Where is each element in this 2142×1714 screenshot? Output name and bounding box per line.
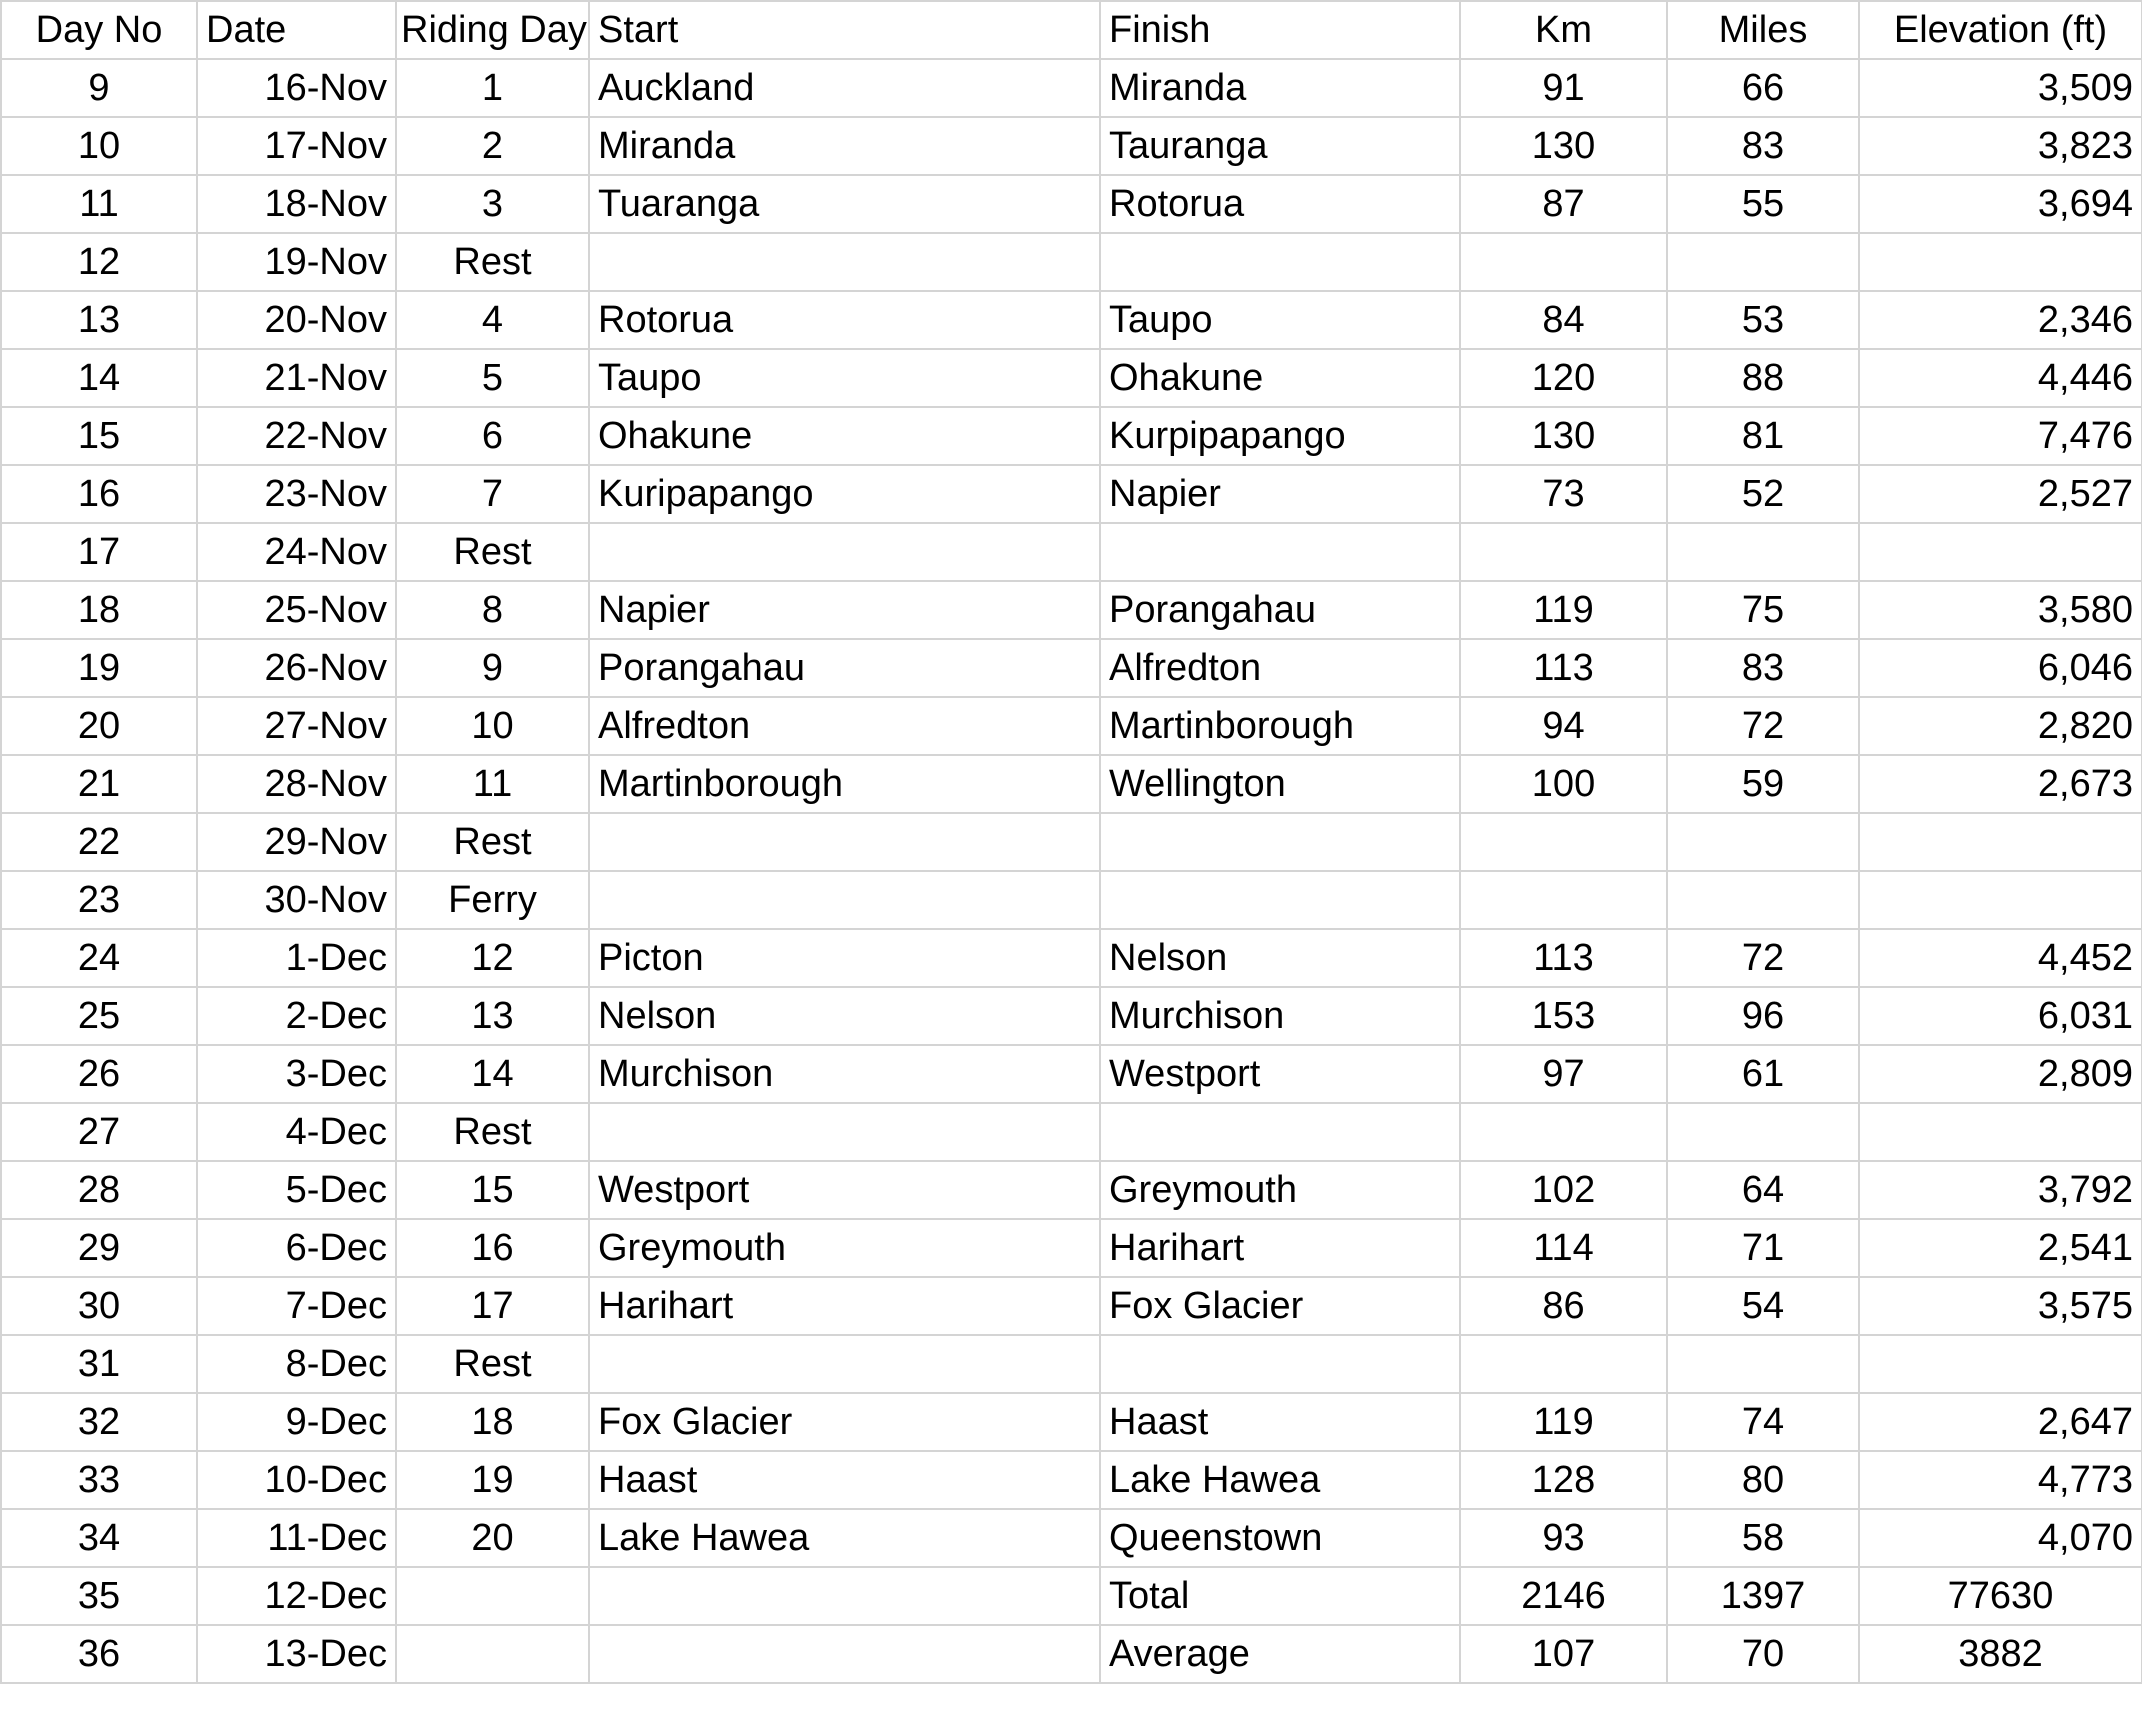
cell-km[interactable]: 120	[1460, 349, 1667, 407]
cell-date[interactable]: 28-Nov	[197, 755, 396, 813]
cell-elevation[interactable]: 2,820	[1859, 697, 2142, 755]
cell-date[interactable]: 20-Nov	[197, 291, 396, 349]
cell-riding-day[interactable]: Rest	[396, 523, 589, 581]
cell-elevation[interactable]: 2,647	[1859, 1393, 2142, 1451]
cell-riding-day[interactable]: 5	[396, 349, 589, 407]
cell-day-no[interactable]: 29	[1, 1219, 197, 1277]
cell-start[interactable]: Westport	[589, 1161, 1100, 1219]
cell-riding-day[interactable]: 2	[396, 117, 589, 175]
cell-riding-day[interactable]: 9	[396, 639, 589, 697]
cell-miles[interactable]: 72	[1667, 697, 1859, 755]
cell-elevation[interactable]: 3,823	[1859, 117, 2142, 175]
cell-finish[interactable]: Queenstown	[1100, 1509, 1460, 1567]
cell-km[interactable]: 153	[1460, 987, 1667, 1045]
cell-date[interactable]: 19-Nov	[197, 233, 396, 291]
table-row	[1, 1509, 2142, 1567]
header-riding-day[interactable]: Riding Day	[396, 1, 589, 59]
cell-elevation[interactable]: 2,541	[1859, 1219, 2142, 1277]
cell-miles[interactable]: 61	[1667, 1045, 1859, 1103]
table-row	[1, 1277, 2142, 1335]
cell-elevation[interactable]: 4,452	[1859, 929, 2142, 987]
table-row	[1, 1335, 2142, 1393]
cell-elevation[interactable]	[1859, 523, 2142, 581]
cell-elevation[interactable]	[1859, 1103, 2142, 1161]
cell-miles[interactable]: 71	[1667, 1219, 1859, 1277]
cell-date[interactable]: 8-Dec	[197, 1335, 396, 1393]
table-row	[1, 291, 2142, 349]
cell-km[interactable]: 87	[1460, 175, 1667, 233]
cell-miles[interactable]: 53	[1667, 291, 1859, 349]
cell-date[interactable]: 13-Dec	[197, 1625, 396, 1683]
cell-elevation[interactable]: 3882	[1859, 1625, 2142, 1683]
cell-elevation[interactable]	[1859, 871, 2142, 929]
cell-finish[interactable]: Haast	[1100, 1393, 1460, 1451]
cell-day-no[interactable]: 30	[1, 1277, 197, 1335]
cell-elevation[interactable]: 6,031	[1859, 987, 2142, 1045]
cell-date[interactable]: 7-Dec	[197, 1277, 396, 1335]
cell-start[interactable]: Auckland	[589, 59, 1100, 117]
cell-start[interactable]: Tuaranga	[589, 175, 1100, 233]
cell-start[interactable]: Taupo	[589, 349, 1100, 407]
cell-day-no[interactable]: 28	[1, 1161, 197, 1219]
cell-km[interactable]	[1460, 1103, 1667, 1161]
cell-elevation[interactable]: 2,346	[1859, 291, 2142, 349]
table-row	[1, 175, 2142, 233]
cell-km[interactable]: 2146	[1460, 1567, 1667, 1625]
cell-date[interactable]: 16-Nov	[197, 59, 396, 117]
cell-start[interactable]: Alfredton	[589, 697, 1100, 755]
cell-km[interactable]: 128	[1460, 1451, 1667, 1509]
cell-km[interactable]: 119	[1460, 581, 1667, 639]
cell-riding-day[interactable]: 19	[396, 1451, 589, 1509]
cell-riding-day[interactable]: 1	[396, 59, 589, 117]
cell-day-no[interactable]: 25	[1, 987, 197, 1045]
cell-miles[interactable]: 66	[1667, 59, 1859, 117]
cell-km[interactable]: 119	[1460, 1393, 1667, 1451]
cell-riding-day[interactable]: 3	[396, 175, 589, 233]
cell-riding-day[interactable]: Rest	[396, 1335, 589, 1393]
cell-miles[interactable]: 75	[1667, 581, 1859, 639]
cell-riding-day[interactable]: 4	[396, 291, 589, 349]
cell-start[interactable]	[589, 1567, 1100, 1625]
cell-miles[interactable]	[1667, 233, 1859, 291]
cell-finish[interactable]: Fox Glacier	[1100, 1277, 1460, 1335]
cell-date[interactable]: 18-Nov	[197, 175, 396, 233]
table-row	[1, 987, 2142, 1045]
cell-riding-day[interactable]: 18	[396, 1393, 589, 1451]
cell-date[interactable]: 30-Nov	[197, 871, 396, 929]
cell-riding-day[interactable]: 20	[396, 1509, 589, 1567]
cell-miles[interactable]: 70	[1667, 1625, 1859, 1683]
cell-day-no[interactable]: 36	[1, 1625, 197, 1683]
cell-day-no[interactable]: 20	[1, 697, 197, 755]
cell-miles[interactable]: 52	[1667, 465, 1859, 523]
cell-elevation[interactable]	[1859, 1335, 2142, 1393]
cell-riding-day[interactable]: 8	[396, 581, 589, 639]
cell-elevation[interactable]	[1859, 813, 2142, 871]
cell-miles[interactable]: 59	[1667, 755, 1859, 813]
cell-day-no[interactable]: 18	[1, 581, 197, 639]
cell-riding-day[interactable]: 13	[396, 987, 589, 1045]
cell-elevation[interactable]: 4,070	[1859, 1509, 2142, 1567]
cell-riding-day[interactable]	[396, 1625, 589, 1683]
cell-finish[interactable]: Greymouth	[1100, 1161, 1460, 1219]
cell-elevation[interactable]: 4,446	[1859, 349, 2142, 407]
cell-start[interactable]: Picton	[589, 929, 1100, 987]
cell-miles[interactable]: 80	[1667, 1451, 1859, 1509]
cell-date[interactable]: 21-Nov	[197, 349, 396, 407]
table-row	[1, 697, 2142, 755]
cell-km[interactable]	[1460, 233, 1667, 291]
cell-start[interactable]	[589, 523, 1100, 581]
cell-finish[interactable]: Miranda	[1100, 59, 1460, 117]
cell-start[interactable]: Greymouth	[589, 1219, 1100, 1277]
cell-day-no[interactable]: 10	[1, 117, 197, 175]
cell-day-no[interactable]: 26	[1, 1045, 197, 1103]
cell-km[interactable]	[1460, 1335, 1667, 1393]
cell-finish[interactable]: Nelson	[1100, 929, 1460, 987]
cell-finish[interactable]	[1100, 1103, 1460, 1161]
cell-elevation[interactable]: 77630	[1859, 1567, 2142, 1625]
cell-miles[interactable]: 1397	[1667, 1567, 1859, 1625]
cell-elevation[interactable]: 7,476	[1859, 407, 2142, 465]
cell-start[interactable]: Rotorua	[589, 291, 1100, 349]
cell-km[interactable]: 130	[1460, 117, 1667, 175]
cell-day-no[interactable]: 35	[1, 1567, 197, 1625]
cell-start[interactable]: Lake Hawea	[589, 1509, 1100, 1567]
table-row	[1, 813, 2142, 871]
cell-elevation[interactable]: 2,527	[1859, 465, 2142, 523]
cell-riding-day[interactable]: 15	[396, 1161, 589, 1219]
cell-date[interactable]: 6-Dec	[197, 1219, 396, 1277]
cell-miles[interactable]	[1667, 871, 1859, 929]
cell-riding-day[interactable]: Rest	[396, 1103, 589, 1161]
cell-km[interactable]: 100	[1460, 755, 1667, 813]
cell-finish[interactable]	[1100, 871, 1460, 929]
cell-km[interactable]: 86	[1460, 1277, 1667, 1335]
cell-start[interactable]: Nelson	[589, 987, 1100, 1045]
cell-day-no[interactable]: 13	[1, 291, 197, 349]
cell-date[interactable]: 27-Nov	[197, 697, 396, 755]
cell-date[interactable]: 1-Dec	[197, 929, 396, 987]
cell-day-no[interactable]: 22	[1, 813, 197, 871]
table-row	[1, 1219, 2142, 1277]
summary-row	[1, 1625, 2142, 1683]
cell-finish[interactable]	[1100, 1335, 1460, 1393]
table-row	[1, 755, 2142, 813]
cell-start[interactable]: Haast	[589, 1451, 1100, 1509]
cell-riding-day[interactable]: 16	[396, 1219, 589, 1277]
table-row	[1, 1161, 2142, 1219]
cell-date[interactable]: 26-Nov	[197, 639, 396, 697]
cell-riding-day[interactable]: Ferry	[396, 871, 589, 929]
cell-date[interactable]: 17-Nov	[197, 117, 396, 175]
cell-day-no[interactable]: 17	[1, 523, 197, 581]
cell-km[interactable]: 91	[1460, 59, 1667, 117]
table-row	[1, 349, 2142, 407]
cell-miles[interactable]	[1667, 813, 1859, 871]
table-row	[1, 929, 2142, 987]
table-row	[1, 407, 2142, 465]
cell-start[interactable]: Murchison	[589, 1045, 1100, 1103]
cell-miles[interactable]: 54	[1667, 1277, 1859, 1335]
cell-riding-day[interactable]: 10	[396, 697, 589, 755]
cell-date[interactable]: 11-Dec	[197, 1509, 396, 1567]
cell-date[interactable]: 4-Dec	[197, 1103, 396, 1161]
cell-riding-day[interactable]: 6	[396, 407, 589, 465]
cell-start[interactable]: Fox Glacier	[589, 1393, 1100, 1451]
cell-elevation[interactable]: 3,580	[1859, 581, 2142, 639]
cell-miles[interactable]: 72	[1667, 929, 1859, 987]
table-row	[1, 117, 2142, 175]
cell-miles[interactable]	[1667, 523, 1859, 581]
cell-km[interactable]: 97	[1460, 1045, 1667, 1103]
cell-km[interactable]: 130	[1460, 407, 1667, 465]
cell-finish[interactable]: Westport	[1100, 1045, 1460, 1103]
table-row	[1, 639, 2142, 697]
cell-day-no[interactable]: 23	[1, 871, 197, 929]
cell-finish[interactable]: Total	[1100, 1567, 1460, 1625]
table-row	[1, 1393, 2142, 1451]
cell-elevation[interactable]: 3,575	[1859, 1277, 2142, 1335]
cell-miles[interactable]: 83	[1667, 639, 1859, 697]
cell-day-no[interactable]: 15	[1, 407, 197, 465]
cell-start[interactable]	[589, 233, 1100, 291]
cell-finish[interactable]: Average	[1100, 1625, 1460, 1683]
cell-finish[interactable]	[1100, 523, 1460, 581]
cell-elevation[interactable]: 3,509	[1859, 59, 2142, 117]
cell-day-no[interactable]: 12	[1, 233, 197, 291]
cell-finish[interactable]: Ohakune	[1100, 349, 1460, 407]
cell-start[interactable]: Porangahau	[589, 639, 1100, 697]
cell-finish[interactable]: Alfredton	[1100, 639, 1460, 697]
table-body	[1, 59, 2142, 1683]
cell-start[interactable]	[589, 1103, 1100, 1161]
cell-date[interactable]: 2-Dec	[197, 987, 396, 1045]
cell-date[interactable]: 3-Dec	[197, 1045, 396, 1103]
cell-miles[interactable]: 88	[1667, 349, 1859, 407]
cell-finish[interactable]: Porangahau	[1100, 581, 1460, 639]
table-row	[1, 1045, 2142, 1103]
cell-km[interactable]: 113	[1460, 929, 1667, 987]
cell-elevation[interactable]: 4,773	[1859, 1451, 2142, 1509]
cell-date[interactable]: 25-Nov	[197, 581, 396, 639]
cell-finish[interactable]: Taupo	[1100, 291, 1460, 349]
cell-miles[interactable]: 74	[1667, 1393, 1859, 1451]
header-day-no[interactable]: Day No	[1, 1, 197, 59]
cell-riding-day[interactable]: 17	[396, 1277, 589, 1335]
cell-miles[interactable]: 58	[1667, 1509, 1859, 1567]
cell-miles[interactable]: 83	[1667, 117, 1859, 175]
table-row	[1, 523, 2142, 581]
cell-day-no[interactable]: 16	[1, 465, 197, 523]
cell-day-no[interactable]: 27	[1, 1103, 197, 1161]
cell-finish[interactable]	[1100, 813, 1460, 871]
cell-elevation[interactable]: 3,694	[1859, 175, 2142, 233]
cell-start[interactable]	[589, 1335, 1100, 1393]
cell-riding-day[interactable]	[396, 1567, 589, 1625]
cell-riding-day[interactable]: 7	[396, 465, 589, 523]
cell-km[interactable]: 84	[1460, 291, 1667, 349]
cell-km[interactable]: 102	[1460, 1161, 1667, 1219]
cell-finish[interactable]: Lake Hawea	[1100, 1451, 1460, 1509]
cell-miles[interactable]: 81	[1667, 407, 1859, 465]
cell-date[interactable]: 24-Nov	[197, 523, 396, 581]
cell-start[interactable]	[589, 1625, 1100, 1683]
cell-day-no[interactable]: 31	[1, 1335, 197, 1393]
cell-riding-day[interactable]: Rest	[396, 813, 589, 871]
header-row	[1, 1, 2142, 59]
table-row	[1, 233, 2142, 291]
cell-start[interactable]: Napier	[589, 581, 1100, 639]
cell-finish[interactable]: Napier	[1100, 465, 1460, 523]
table-row	[1, 465, 2142, 523]
cell-start[interactable]	[589, 813, 1100, 871]
header-miles[interactable]: Miles	[1667, 1, 1859, 59]
cell-day-no[interactable]: 24	[1, 929, 197, 987]
table-row	[1, 1103, 2142, 1161]
cell-riding-day[interactable]: 11	[396, 755, 589, 813]
table-row	[1, 581, 2142, 639]
cell-km[interactable]: 107	[1460, 1625, 1667, 1683]
cell-riding-day[interactable]: Rest	[396, 233, 589, 291]
cell-miles[interactable]: 64	[1667, 1161, 1859, 1219]
table-row	[1, 1451, 2142, 1509]
cell-km[interactable]: 114	[1460, 1219, 1667, 1277]
cell-finish[interactable]	[1100, 233, 1460, 291]
header-km[interactable]: Km	[1460, 1, 1667, 59]
cell-km[interactable]: 93	[1460, 1509, 1667, 1567]
cell-start[interactable]: Martinborough	[589, 755, 1100, 813]
cell-date[interactable]: 9-Dec	[197, 1393, 396, 1451]
cell-start[interactable]: Harihart	[589, 1277, 1100, 1335]
cell-km[interactable]: 73	[1460, 465, 1667, 523]
cell-day-no[interactable]: 14	[1, 349, 197, 407]
cell-date[interactable]: 12-Dec	[197, 1567, 396, 1625]
cell-elevation[interactable]: 2,673	[1859, 755, 2142, 813]
cell-miles[interactable]	[1667, 1335, 1859, 1393]
cell-date[interactable]: 23-Nov	[197, 465, 396, 523]
cell-finish[interactable]: Tauranga	[1100, 117, 1460, 175]
cell-km[interactable]	[1460, 813, 1667, 871]
cell-day-no[interactable]: 33	[1, 1451, 197, 1509]
cell-km[interactable]	[1460, 523, 1667, 581]
cell-day-no[interactable]: 21	[1, 755, 197, 813]
summary-row	[1, 1567, 2142, 1625]
cell-finish[interactable]: Murchison	[1100, 987, 1460, 1045]
cell-finish[interactable]: Martinborough	[1100, 697, 1460, 755]
cell-day-no[interactable]: 32	[1, 1393, 197, 1451]
cell-elevation[interactable]: 6,046	[1859, 639, 2142, 697]
cell-elevation[interactable]: 3,792	[1859, 1161, 2142, 1219]
cell-day-no[interactable]: 34	[1, 1509, 197, 1567]
cell-start[interactable]: Miranda	[589, 117, 1100, 175]
cell-elevation[interactable]	[1859, 233, 2142, 291]
cell-km[interactable]: 94	[1460, 697, 1667, 755]
header-finish[interactable]: Finish	[1100, 1, 1460, 59]
cell-km[interactable]	[1460, 871, 1667, 929]
cell-day-no[interactable]: 9	[1, 59, 197, 117]
cell-finish[interactable]: Kurpipapango	[1100, 407, 1460, 465]
cell-start[interactable]	[589, 871, 1100, 929]
cell-date[interactable]: 10-Dec	[197, 1451, 396, 1509]
cell-finish[interactable]: Wellington	[1100, 755, 1460, 813]
cell-date[interactable]: 5-Dec	[197, 1161, 396, 1219]
cell-start[interactable]: Kuripapango	[589, 465, 1100, 523]
table-row	[1, 871, 2142, 929]
cell-day-no[interactable]: 19	[1, 639, 197, 697]
cell-riding-day[interactable]: 14	[396, 1045, 589, 1103]
header-start[interactable]: Start	[589, 1, 1100, 59]
cell-miles[interactable]: 55	[1667, 175, 1859, 233]
cell-riding-day[interactable]: 12	[396, 929, 589, 987]
cell-day-no[interactable]: 11	[1, 175, 197, 233]
header-date[interactable]: Date	[197, 1, 396, 59]
cell-km[interactable]: 113	[1460, 639, 1667, 697]
cell-finish[interactable]: Harihart	[1100, 1219, 1460, 1277]
cell-miles[interactable]	[1667, 1103, 1859, 1161]
cell-start[interactable]: Ohakune	[589, 407, 1100, 465]
cell-date[interactable]: 29-Nov	[197, 813, 396, 871]
cell-date[interactable]: 22-Nov	[197, 407, 396, 465]
cell-miles[interactable]: 96	[1667, 987, 1859, 1045]
cell-finish[interactable]: Rotorua	[1100, 175, 1460, 233]
header-elevation[interactable]: Elevation (ft)	[1859, 1, 2142, 59]
table-row	[1, 59, 2142, 117]
cell-elevation[interactable]: 2,809	[1859, 1045, 2142, 1103]
